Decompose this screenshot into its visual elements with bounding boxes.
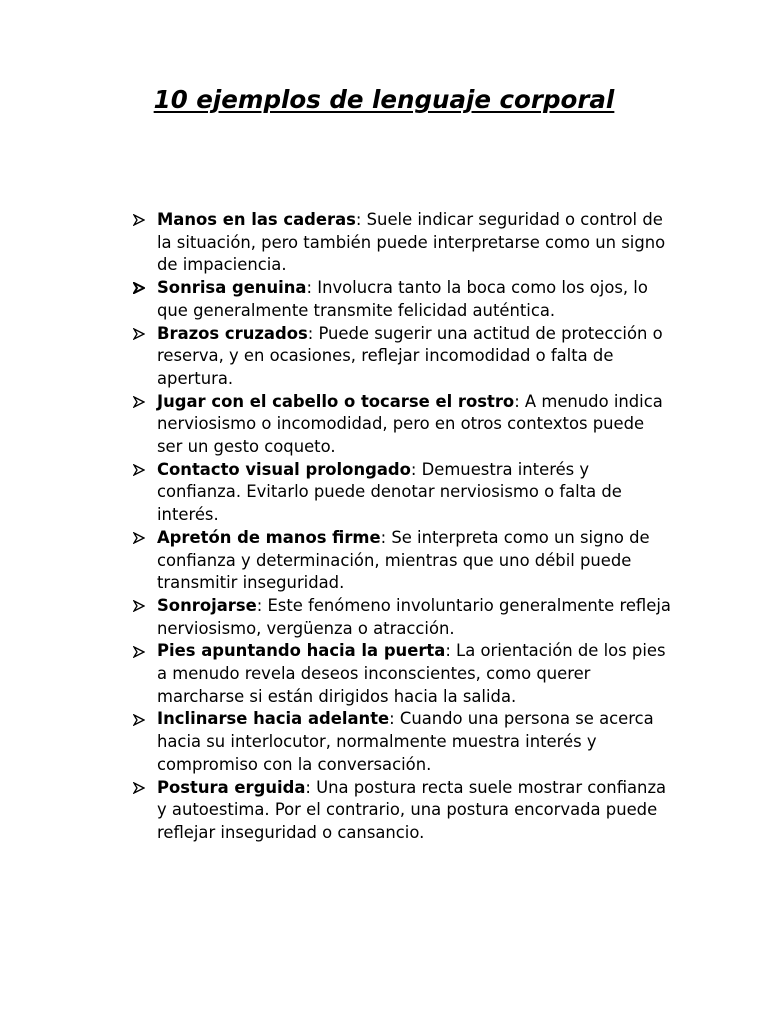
item-term: Manos en las caderas bbox=[157, 210, 356, 229]
list-item bbox=[133, 640, 673, 708]
item-term: Pies apuntando hacia la puerta bbox=[157, 641, 446, 661]
item-description: : Suele indicar seguridad o control de la situación, pero también puede interpretarse como un signo de impaciencia. bbox=[157, 210, 666, 275]
item-description: : Este fenómeno involuntario generalmente refleja nerviosismo, vergüenza o atracción. bbox=[157, 595, 671, 638]
item-term: Sonrisa genuina bbox=[157, 278, 307, 298]
item-term: Apretón de manos firme bbox=[157, 527, 381, 547]
item-term: Brazos cruzados bbox=[157, 323, 308, 343]
item-description: : Se interpreta como un signo de confianza y determinación, mientras que uno débil puede transmitir inseguridad. bbox=[157, 527, 650, 593]
list-item bbox=[133, 391, 673, 459]
list-item bbox=[133, 277, 673, 322]
list-item bbox=[133, 708, 673, 776]
list-item bbox=[133, 777, 673, 845]
item-term: Sonrojarse bbox=[157, 595, 257, 615]
list-item bbox=[133, 459, 673, 527]
arrow-bullet-icon bbox=[133, 708, 151, 731]
item-description: : Cuando una persona se acerca hacia su interlocutor, normalmente muestra interés y compromiso con la conversación. bbox=[157, 709, 654, 774]
list-item bbox=[133, 595, 673, 640]
list-item bbox=[133, 209, 673, 277]
arrow-bullet-icon bbox=[133, 595, 151, 618]
item-term: Inclinarse hacia adelante bbox=[157, 709, 390, 729]
arrow-bullet-icon bbox=[133, 323, 151, 346]
arrow-bullet-icon bbox=[133, 640, 151, 663]
list-item bbox=[133, 323, 673, 391]
arrow-bullet-icon bbox=[133, 777, 151, 800]
item-term: Contacto visual prolongado bbox=[157, 459, 411, 479]
examples-list bbox=[133, 209, 673, 845]
item-description: : La orientación de los pies a menudo revela deseos inconscientes, como querer marcharse si están dirigidos hacia la salida. bbox=[157, 641, 666, 706]
arrow-bullet-icon bbox=[133, 459, 151, 482]
item-description: : A menudo indica nerviosismo o incomodidad, pero en otros contextos puede ser un gesto coqueto. bbox=[157, 391, 663, 457]
arrow-bullet-icon bbox=[133, 209, 151, 232]
arrow-bullet-icon bbox=[133, 277, 151, 300]
item-term: Jugar con el cabello o tocarse el rostro bbox=[157, 391, 515, 411]
page-title: 10 ejemplos de lenguaje corporal bbox=[153, 85, 615, 114]
item-description: : Demuestra interés y confianza. Evitarlo puede denotar nerviosismo o falta de interés. bbox=[157, 459, 622, 525]
arrow-bullet-icon bbox=[133, 391, 151, 414]
list-item bbox=[133, 527, 673, 595]
item-description: : Involucra tanto la boca como los ojos, lo que generalmente transmite felicidad auténtica. bbox=[157, 278, 648, 320]
arrow-bullet-icon bbox=[133, 527, 151, 550]
item-description: : Una postura recta suele mostrar confianza y autoestima. Por el contrario, una postura encorvada puede reflejar inseguridad o cansancio. bbox=[157, 777, 667, 842]
item-term: Postura erguida bbox=[157, 777, 306, 797]
item-description: : Puede sugerir una actitud de protección o reserva, y en ocasiones, reflejar incomodidad o falta de apertura. bbox=[157, 323, 663, 388]
